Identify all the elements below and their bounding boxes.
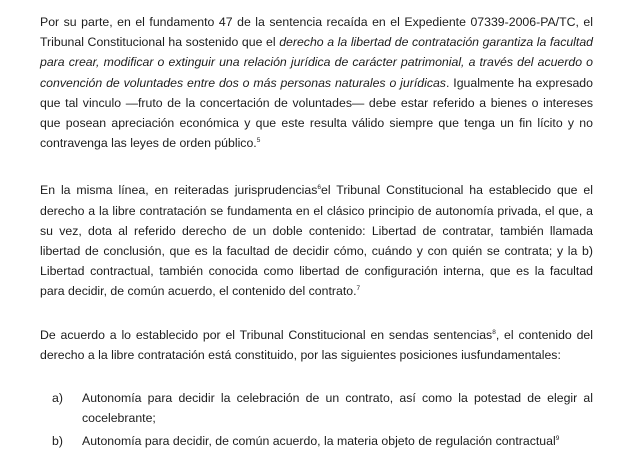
- paragraph-3-intro: De acuerdo a lo establecido por el Tribunal Constitucional en sendas sentencias: [40, 327, 493, 342]
- footnote-ref-7[interactable]: 7: [356, 285, 361, 293]
- paragraph-2-body: el Tribunal Constitucional ha establecido que el derecho a la libre contratación se fundamenta en el clásico principio de autonomía privada, el que, a su vez, dota al referido derecho de un doble contenido: Libertad de contratar, también llamada libertad de conclusión, que es la facultad de decidir cómo, cuándo y con quién se contrata; y la b) Libertad contractual, también conocida como libertad de configuración interna, que es la facultad para decidir, de común acuerdo, el contenido del contrato.: [40, 183, 593, 299]
- footnote-ref-6[interactable]: 6: [317, 184, 322, 192]
- list-item-text: [82, 431, 593, 451]
- list-item: [40, 431, 593, 451]
- paragraph-2-intro: En la misma línea, en reiteradas jurisprudencias: [40, 183, 318, 198]
- list-item-text-body: Autonomía para decidir la celebración de un contrato, así como la potestad de elegir al cocelebrante;: [82, 391, 593, 426]
- list-item-text-body: Autonomía para decidir, de común acuerdo, la materia objeto de regulación contractual: [82, 434, 556, 449]
- paragraph-1-quote: derecho a la libertad de contratación garantiza la facultad para crear, modificar o extinguir una relación jurídica de carácter patrimonial, a través del acuerdo o convención de voluntades entre dos o más personas naturales o jurídicas: [40, 35, 594, 90]
- list-item: [40, 388, 593, 428]
- paragraph-fundamento-47: [40, 12, 593, 153]
- paragraph-3-rest: , el contenido del derecho a la libre contratación está constituido, por las siguientes posiciones iusfundamentales:: [40, 327, 594, 362]
- paragraph-1-intro: Por su parte, en el fundamento 47 de la sentencia recaída en el Expediente 07339-2006-PA/TC, el Tribunal Constitucional ha sostenido que el: [40, 15, 593, 50]
- iusfundamental-positions-list: [40, 388, 593, 452]
- paragraph-sendas-sentencias: [40, 325, 593, 365]
- paragraph-misma-linea: [40, 180, 593, 301]
- footnote-ref-5[interactable]: 5: [256, 137, 261, 145]
- list-item-marker: b): [52, 434, 63, 449]
- list-item-text: [82, 388, 593, 428]
- footnote-ref-8[interactable]: 8: [492, 328, 496, 336]
- paragraph-1-rest: . Igualmente ha expresado que tal vinculo —fruto de la concertación de voluntades— debe estar referido a bienes o intereses que posean apreciación económica y que este resulta válido siempre que tenga un fin lícito y no contravenga las leyes de orden público.: [40, 75, 593, 151]
- document-page: [40, 12, 593, 455]
- list-item-marker: a): [52, 391, 63, 406]
- footnote-ref-9[interactable]: 9: [555, 435, 560, 443]
